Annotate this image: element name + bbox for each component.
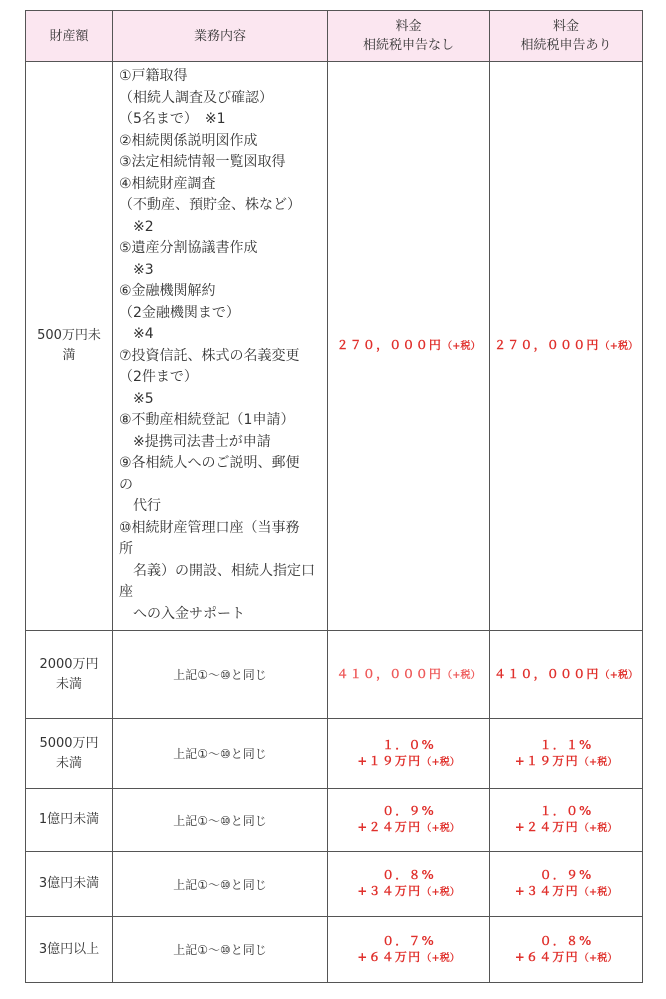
- fee-with-return-cell: [490, 719, 643, 789]
- fee-table-body: [26, 62, 643, 983]
- service-item: の: [119, 476, 133, 493]
- price-value: +６４万円: [357, 949, 422, 964]
- services-list-cell: [113, 62, 328, 631]
- price-line: [490, 337, 642, 355]
- service-item: （不動産、預貯金、株など）: [119, 197, 301, 213]
- price-line: [328, 737, 489, 753]
- service-item: ※5: [119, 390, 154, 407]
- fee-no-return-cell: [328, 917, 490, 983]
- service-item: ①戸籍取得: [119, 68, 188, 84]
- price-value: ０．９%: [382, 804, 435, 818]
- asset-amount-text: 3億円以上: [38, 941, 100, 957]
- fee-with-return-cell: [490, 917, 643, 983]
- service-item: 所: [119, 541, 133, 557]
- service-item: （2件まで）: [119, 369, 198, 385]
- asset-amount-text: 5000万円: [39, 735, 99, 751]
- service-item: への入金サポート: [119, 605, 245, 622]
- asset-amount-cell: [26, 917, 113, 983]
- price-value: ４１０，０００円: [494, 666, 600, 681]
- service-item: 代行: [119, 498, 161, 514]
- price-line: [490, 933, 642, 949]
- service-item: ※提携司法書士が申請: [119, 433, 271, 450]
- fee-with-return-cell: [490, 62, 643, 631]
- service-item: ※2: [119, 218, 154, 235]
- price-value: +２４万円: [357, 820, 422, 834]
- price-value: +２４万円: [514, 820, 579, 834]
- tax-note: （+税）: [421, 823, 460, 834]
- header-asset-amount-label: 財産額: [49, 28, 89, 44]
- tax-note: （+税）: [599, 669, 638, 681]
- fee-no-return-cell: [328, 62, 490, 631]
- price-line: [328, 819, 489, 837]
- tax-note: （+税）: [421, 756, 460, 768]
- fee-with-return-cell: [490, 852, 643, 917]
- tax-note: （+税）: [599, 341, 638, 352]
- price-line: [328, 337, 489, 355]
- table-row: [26, 789, 643, 852]
- price-value: ２７０，０００円: [336, 338, 443, 352]
- header-asset-amount: [26, 11, 113, 62]
- services-same-cell: [113, 917, 328, 983]
- header-fee-with-return-label-1: 料金: [552, 19, 579, 34]
- price-line: [328, 949, 489, 967]
- price-line: [328, 867, 489, 883]
- asset-amount-text: 満: [62, 348, 76, 363]
- price-value: +１９万円: [357, 753, 422, 768]
- asset-amount-cell: [26, 631, 113, 719]
- asset-amount-text: 2000万円: [39, 656, 99, 672]
- asset-amount-text: 500万円未: [37, 328, 101, 343]
- asset-amount-cell: [26, 852, 113, 917]
- service-item: 座: [119, 584, 133, 600]
- service-item: ⑤遺産分割協議書作成: [119, 240, 258, 256]
- asset-amount-text: 未満: [55, 755, 82, 771]
- asset-amount-text: 未満: [55, 676, 82, 692]
- services-same-cell: [113, 852, 328, 917]
- same-as-above-text: 上記①～⑩と同じ: [173, 943, 267, 957]
- header-row: [26, 11, 643, 62]
- price-value: ４１０，０００円: [336, 666, 443, 681]
- price-line: [490, 867, 642, 883]
- service-item: ③法定相続情報一覧図取得: [119, 154, 286, 170]
- price-line: [490, 803, 642, 819]
- price-value: １．０%: [382, 737, 435, 752]
- asset-amount-text: 3億円未満: [38, 876, 100, 891]
- fee-no-return-cell: [328, 631, 490, 719]
- service-item: ⑦投資信託、株式の名義変更: [119, 347, 300, 364]
- asset-amount-cell: [26, 62, 113, 631]
- price-line: [328, 803, 489, 819]
- price-value: +３４万円: [514, 884, 579, 898]
- same-as-above-text: 上記①～⑩と同じ: [173, 747, 267, 761]
- price-value: +３４万円: [357, 884, 422, 898]
- service-item: ④相続財産調査: [119, 175, 216, 192]
- tax-note: （+税）: [442, 341, 481, 352]
- tax-note: （+税）: [578, 887, 618, 898]
- service-item: ②相続関係説明図作成: [119, 132, 258, 149]
- header-fee-no-return-label-1: 料金: [395, 19, 422, 34]
- table-row: [26, 719, 643, 789]
- service-item: ※4: [119, 326, 154, 342]
- price-value: +６４万円: [514, 949, 579, 964]
- tax-note: （+税）: [442, 669, 481, 681]
- price-value: ０．７%: [382, 933, 435, 948]
- price-line: [490, 666, 642, 684]
- price-value: +１９万円: [514, 753, 579, 768]
- price-value: ０．８%: [539, 933, 593, 948]
- fee-no-return-cell: [328, 852, 490, 917]
- service-item: （5名まで） ※1: [119, 111, 226, 127]
- price-value: ２７０，０００円: [494, 338, 600, 352]
- services-same-cell: [113, 789, 328, 852]
- fee-table: [25, 10, 643, 983]
- tax-note: （+税）: [421, 887, 460, 898]
- table-row: [26, 852, 643, 917]
- price-line: [328, 883, 489, 901]
- header-services-label: 業務内容: [193, 28, 246, 44]
- table-row: [26, 62, 643, 631]
- service-item: ⑩相続財産管理口座（当事務: [119, 519, 300, 536]
- header-fee-no-return-label-2: 相続税申告なし: [362, 38, 454, 53]
- price-line: [490, 949, 642, 967]
- fee-no-return-cell: [328, 719, 490, 789]
- header-fee-with-return-label-2: 相続税申告あり: [520, 38, 612, 53]
- tax-note: （+税）: [421, 952, 460, 964]
- service-item: ⑧不動産相続登記（1申請）: [119, 412, 295, 428]
- header-services: [113, 11, 328, 62]
- fee-no-return-cell: [328, 789, 490, 852]
- header-fee-no-return: [328, 11, 490, 62]
- tax-note: （+税）: [578, 952, 618, 964]
- service-item: ※3: [119, 261, 154, 278]
- asset-amount-cell: [26, 719, 113, 789]
- price-line: [328, 753, 489, 771]
- same-as-above-text: 上記①～⑩と同じ: [173, 877, 267, 892]
- tax-note: （+税）: [578, 823, 618, 834]
- asset-amount-text: 1億円未満: [38, 812, 100, 827]
- same-as-above-text: 上記①～⑩と同じ: [173, 813, 267, 828]
- price-value: ０．９%: [539, 868, 593, 882]
- services-same-cell: [113, 631, 328, 719]
- service-item: ⑥金融機関解約: [119, 283, 216, 299]
- table-row: [26, 917, 643, 983]
- same-as-above-text: 上記①～⑩と同じ: [173, 668, 267, 682]
- price-line: [490, 753, 642, 771]
- price-line: [490, 819, 642, 837]
- fee-with-return-cell: [490, 631, 643, 719]
- fee-with-return-cell: [490, 789, 643, 852]
- tax-note: （+税）: [578, 756, 618, 768]
- service-item: ⑨各相続人へのご説明、郵便: [119, 455, 300, 471]
- service-item: （相続人調査及び確認）: [119, 89, 273, 106]
- service-item: 名義）の開設、相続人指定口: [119, 562, 315, 579]
- price-line: [490, 737, 642, 753]
- price-line: [328, 933, 489, 949]
- table-row: [26, 631, 643, 719]
- services-same-cell: [113, 719, 328, 789]
- price-value: ０．８%: [382, 868, 435, 882]
- asset-amount-cell: [26, 789, 113, 852]
- price-value: １．１%: [539, 737, 593, 752]
- price-line: [328, 666, 489, 684]
- price-line: [490, 883, 642, 901]
- price-value: １．０%: [539, 804, 593, 818]
- service-item: （2金融機関まで）: [119, 304, 240, 321]
- header-fee-with-return: [490, 11, 643, 62]
